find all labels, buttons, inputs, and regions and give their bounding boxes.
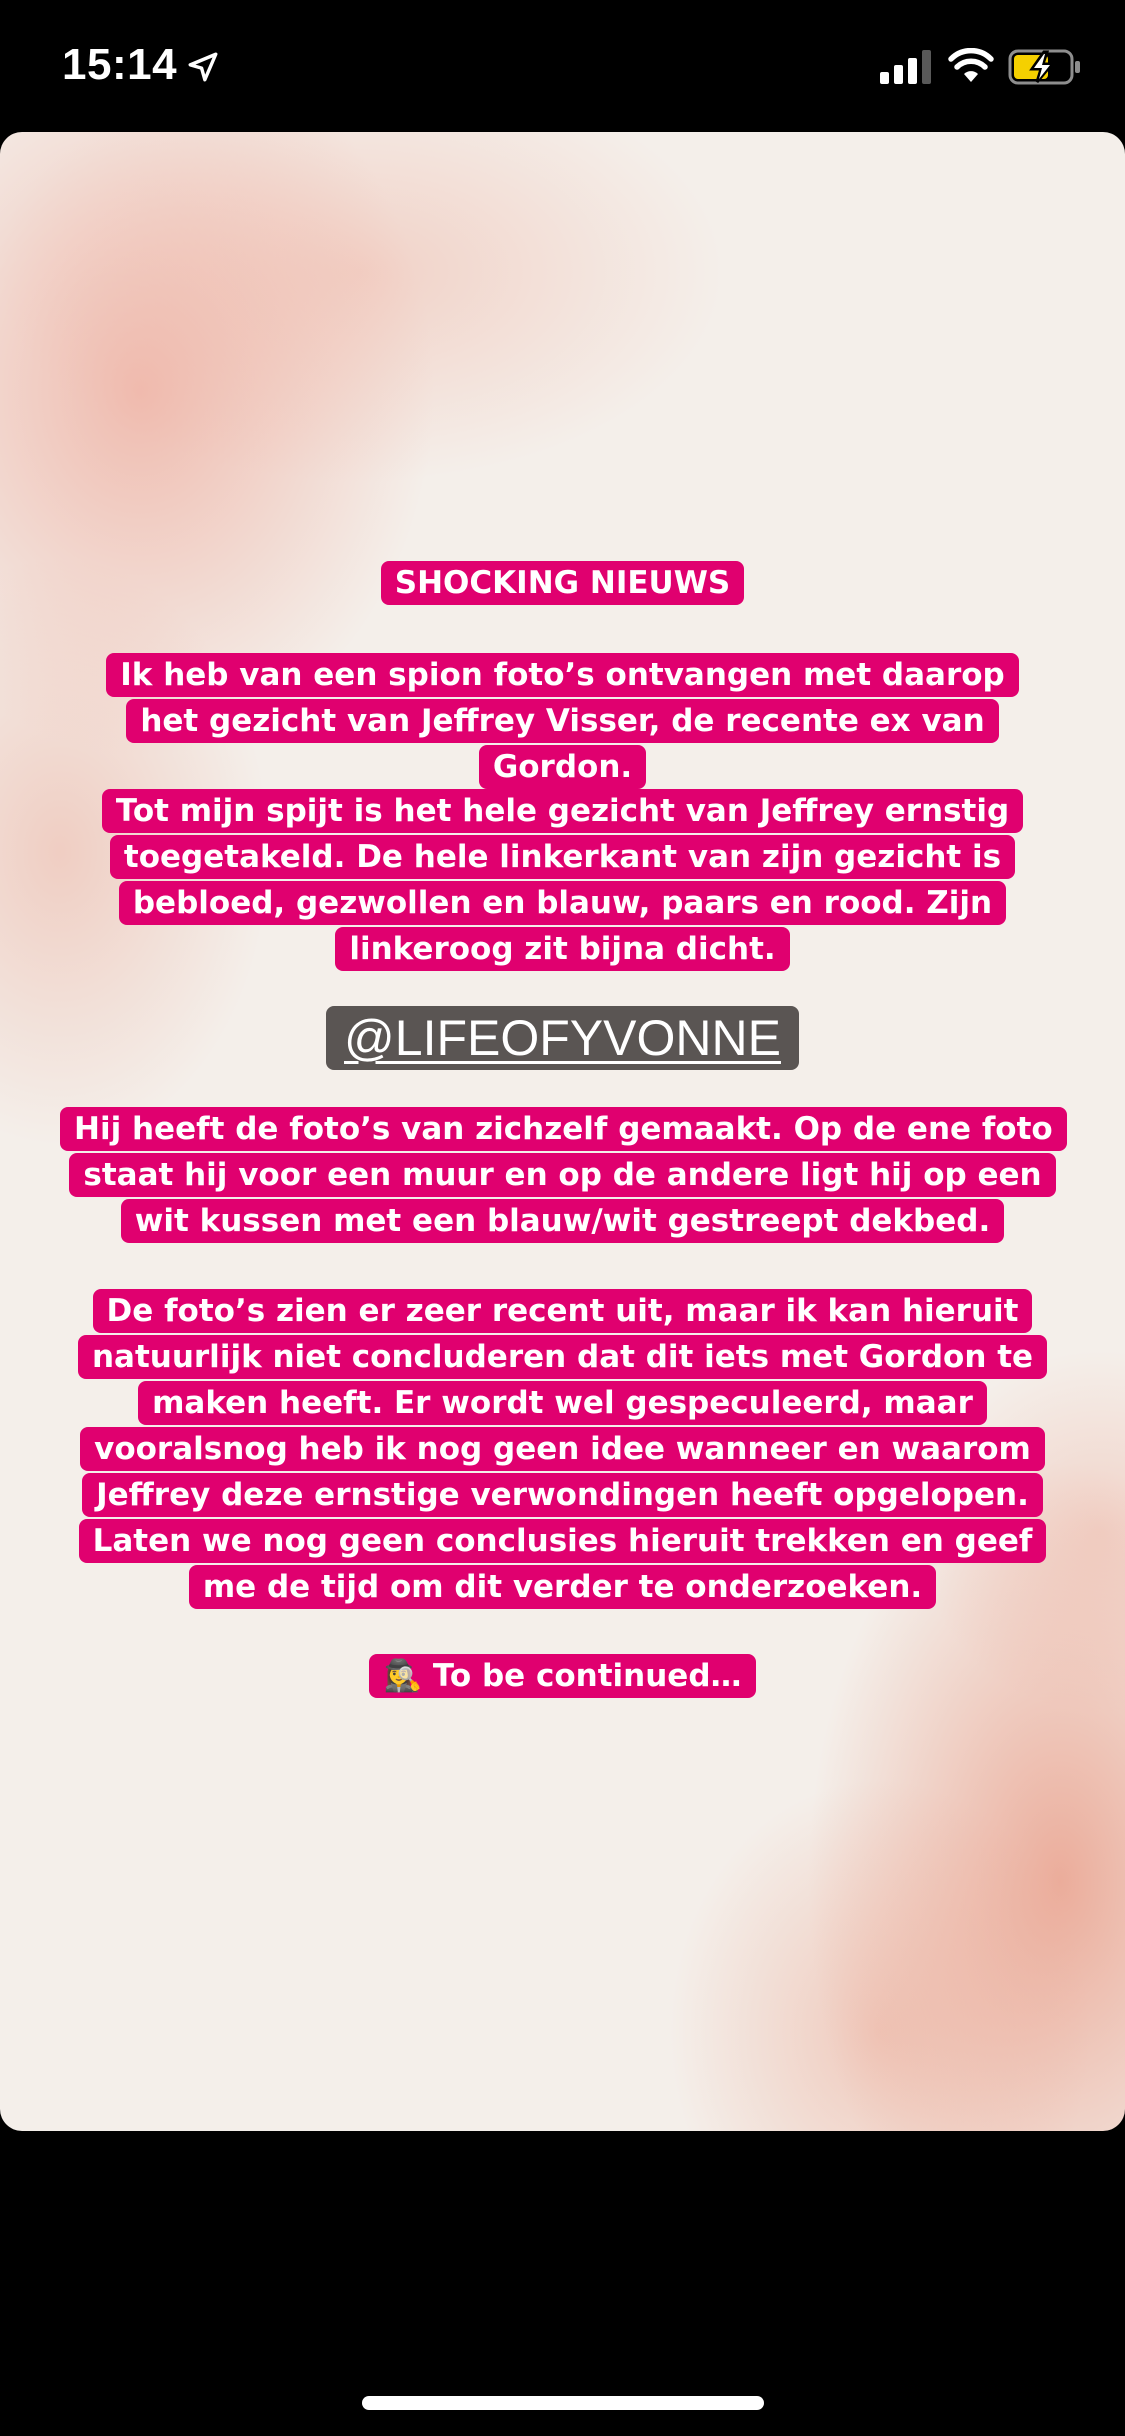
status-time: 15:14 [62, 40, 178, 89]
story-title-text: SHOCKING NIEUWS [381, 561, 744, 605]
story-closing [0, 1653, 1125, 1699]
home-indicator[interactable] [362, 2396, 764, 2410]
story-closing-badge [369, 1654, 755, 1698]
story-title [0, 560, 1125, 606]
mention-sticker[interactable] [326, 1006, 799, 1070]
mention-tag[interactable] [0, 1008, 1125, 1068]
story-paragraph-2-text: Tot mijn spijt is het hele gezicht van Jeffrey ernstig toegetakeld. De hele linkerkant van zijn gezicht is bebloed, gezwollen en blauw, paars en rood. Zijn linkeroog zit bijna dicht. [102, 789, 1023, 971]
story-paragraph-3 [0, 1106, 1125, 1244]
cellular-signal-icon [880, 50, 932, 84]
wifi-icon [948, 48, 994, 84]
detective-emoji-icon: 🕵️‍♀️ [383, 1658, 423, 1694]
story-paragraph-1 [0, 652, 1125, 790]
story-paragraph-1-text: Ik heb van een spion foto’s ontvangen met daarop het gezicht van Jeffrey Visser, de recente ex van Gordon. [106, 653, 1018, 789]
story-paragraph-3-text: Hij heeft de foto’s van zichzelf gemaakt. Op de ene foto staat hij voor een muur en op de andere ligt hij op een wit kussen met een blauw/wit gestreept dekbed. [60, 1107, 1067, 1243]
story-card[interactable] [0, 132, 1125, 2131]
mention-handle[interactable]: @LIFEOFYVONNE [344, 1010, 781, 1066]
story-paragraph-4 [0, 1288, 1125, 1610]
story-paragraph-2 [0, 788, 1125, 972]
story-paragraph-4-text: De foto’s zien er zeer recent uit, maar ik kan hieruit natuurlijk niet concluderen dat dit iets met Gordon te maken heeft. Er wordt wel gespeculeerd, maar vooralsnog heb ik nog geen idee wanneer en waarom Jeffrey deze ernstige verwondingen heeft opgelopen. Laten we nog geen conclusies hieruit trekken en geef me de tijd om dit verder te onderzoeken. [78, 1289, 1047, 1609]
story-closing-text: To be continued… [432, 1658, 742, 1694]
status-bar [0, 0, 1125, 132]
battery-charging-icon [1008, 48, 1082, 86]
location-arrow-icon [186, 50, 220, 84]
